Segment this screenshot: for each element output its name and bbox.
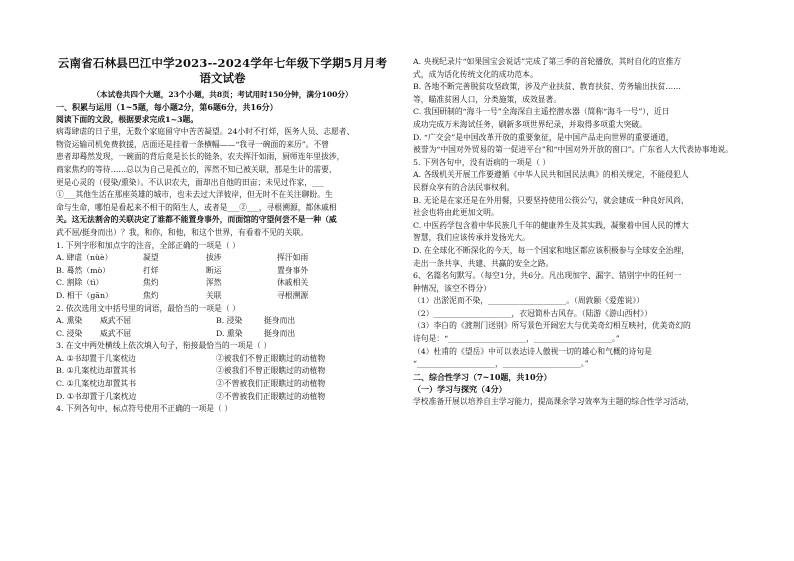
question-2: 2. 依次选用文中括号里的词语，最恰当的一项是（ ）	[56, 303, 240, 313]
option-cell: D. 相干（gān）	[56, 290, 113, 300]
right-line: D. 在全球化不断深化的今天，每一个国家和地区都应该积极参与全球安全治理，	[413, 245, 690, 255]
option-cell: B. ①几案枕边却置其书	[56, 366, 137, 376]
question-4: 4. 下列各句中，标点符号使用不正确的一项是（ ）	[56, 404, 233, 414]
right-line: （1）出淤泥而不染，____________________。（周敦颐《爱莲说》）	[413, 296, 645, 306]
right-column	[413, 56, 750, 409]
option-cell: A. 熏染	[56, 316, 83, 326]
right-line: C. 中医药学包含着中华民族几千年的健康养生及其实践，凝聚着中国人民的博大	[413, 220, 689, 230]
option-row	[56, 391, 389, 404]
section-1-heading: 一、积累与运用（1~5题，每小题2分，第6题6分，共16分）	[56, 102, 278, 112]
option-cell: 打烊	[143, 265, 159, 275]
right-line: 被誉为“中国对外贸易的第一促进平台”和“中国对外开放的窗口”。广东省人大代表协事地说。	[413, 145, 734, 155]
right-line: 诗句是：“____________________，____________________。”	[413, 334, 620, 344]
left-column	[56, 0, 389, 416]
option-cell: 挺身而出	[264, 328, 296, 338]
option-cell: B. 蓦然（mò）	[56, 265, 110, 275]
option-cell: A. ①书却置于几案枕边	[56, 353, 136, 363]
option-cell: D. ①书却置于几案枕边	[56, 391, 137, 401]
right-line: A. 央视纪录片“如果国宝会说话”完成了第三季的首轮播放，其时自化的宣推方	[413, 57, 682, 66]
right-line: A. 各级机关开展工作要遵循《中华人民共和国民法典》的相关规定，不能侵犯人	[413, 170, 689, 180]
option-cell: D. 熏染	[216, 328, 243, 338]
option-cell: 寻根溯源	[277, 290, 309, 300]
passage-line: 商家焦灼的等待……总以为自己是孤立的，浑然不知已被关联，那是生计的需要，	[56, 164, 337, 174]
exam-subtitle: 语文试卷	[199, 71, 246, 85]
option-row	[56, 265, 389, 278]
option-cell: 挺身而出	[264, 316, 296, 326]
passage-line: 命与生命，哪怕是看起来不相干的陌生人，或者是___②___，寻根溯源，都休戚相	[56, 202, 337, 212]
option-cell: 断运	[206, 265, 222, 275]
passage-line: 关。这无法割舍的关联决定了谁都不能置身事外，而面馆的守望何尝不是一种（威	[56, 215, 337, 225]
option-row	[56, 277, 389, 290]
option-cell: C. 浸染	[56, 328, 83, 338]
right-line: “____________________，____________________。”	[413, 359, 589, 369]
passage-line: 患者却蓦然发现，一碗面的背后竟是长长的链条，农夫挥汗如雨，厨师连年里拔涉，	[56, 152, 345, 162]
right-line: 种情况，该空不得分）	[413, 283, 491, 293]
option-cell: ②被我们不曾正眼瞧过的动植物	[216, 366, 326, 376]
right-line: 成功完成万米海试任务，刷新多项世界纪录，并取得多项重大突破。	[413, 119, 647, 129]
option-row	[56, 353, 389, 366]
option-row	[56, 290, 389, 303]
question-2-options	[56, 315, 389, 340]
right-line: 式，成为话化传统文化的成功范本。	[413, 69, 538, 79]
option-cell: 置身事外	[277, 265, 309, 275]
passage-line: 物资运输司机免费救援，店面还是挂着一条横幅——“我寻一碗面的来历”。不曾	[56, 139, 330, 149]
right-line: 民群众享有的合法民事权利。	[413, 182, 515, 192]
right-line: （2）____________________，衣冠简朴古风存。（陆游《游山西村》）	[413, 308, 652, 318]
question-1-options	[56, 252, 389, 302]
option-row	[56, 315, 389, 328]
right-line: D. “广交会”是中国改革开放的重要象征，是中国产品走向世界的重要通道，	[413, 132, 674, 142]
option-row	[56, 328, 389, 341]
right-line: （3）李白的《渡荆门送别》所写景色开阔宏大与优美奇幻相互映衬，优美奇幻的	[413, 321, 691, 331]
option-row	[56, 252, 389, 265]
option-cell: ②不曾被我们正眼瞧过的动植物	[216, 391, 326, 401]
exam-title: 云南省石林县巴江中学2023--2024学年七年级下学期5月月考	[57, 56, 388, 70]
option-cell: ②被我们不曾正眼瞧过的动植物	[216, 353, 326, 363]
question-3: 3. 在文中两处横线上依次填入句子，衔接最恰当的一项是（ ）	[56, 341, 272, 351]
option-cell: A. 肆虐（nüè）	[56, 253, 113, 263]
reading-passage	[56, 126, 389, 239]
option-cell: 关联	[206, 290, 222, 300]
option-cell: 挥汗如雨	[277, 253, 309, 263]
passage-line: ①___其他生活在那座英雄的城市，也未去过大洋彼岸，但无时不在关注聊盼。生	[56, 190, 333, 200]
right-line: B. 无论是在家还是在外用餐，只要坚持使用公筷公勺，就会建成一种良好风尚，	[413, 195, 689, 205]
right-line: 智慧，我们应该传承并发扬光大。	[413, 233, 530, 243]
right-line: B. 各地不断完善脱贫攻坚政策，涉及产业扶贫、教育扶贫、劳务输出扶贫……	[413, 82, 681, 92]
option-row	[56, 378, 389, 391]
right-line: 等，瞄准贫困人口，分类施策，成效显著。	[413, 94, 562, 104]
right-line: 学校准备开展以培养自主学习能力，提高课余学习效率为主题的综合性学习活动，	[413, 397, 694, 407]
option-cell: B. 浸染	[216, 316, 243, 326]
passage-line: 武不屈/挺身而出）？我，和你，和他，和这个世界，有看着不见的关联。	[56, 227, 309, 237]
question-1: 1. 下列字形和加点字的注音，全部正确的一项是（ ）	[56, 240, 240, 250]
option-cell: 浑然	[206, 278, 222, 288]
passage-line: 病毒肆虐的日子里，无数个家庭留守中苦苦凝望。24小时不打烊，医务人员、志愿者、	[56, 127, 355, 137]
exam-note: （本试卷共四个大题，23个小题，共8页；考试用时150分钟，满分100分）	[92, 90, 353, 99]
option-cell: 威武不屈	[100, 328, 132, 338]
right-line: （4）杜甫的《望岳》中可以表达诗人傲视一切的雄心和气概的诗句是	[413, 346, 652, 356]
option-row	[56, 365, 389, 378]
passage-line: 更是心灵的（侵染/熏染）。不认识农夫，面却出自他的田亩；未见过作家，___	[56, 177, 324, 187]
question-5: 5. 下列各句中，没有语病的一项是（ ）	[413, 157, 551, 167]
option-cell: C. 割除（tì）	[56, 278, 104, 288]
right-line: 社会也将由此更加文明。	[413, 208, 499, 218]
option-cell: C. ①几案枕边却置其书	[56, 379, 137, 389]
right-line: 走出一条共享、共建、共赢的安全之路。	[413, 258, 554, 268]
subsection-heading: （一）学习与探究（4分）	[413, 384, 507, 395]
option-cell: ②不曾被我们正眼瞧过的动植物	[216, 379, 326, 389]
question-6: 6、名篇名句默写。（每空1分，共6分。凡出现加字、漏字、错别字中的任何一	[413, 271, 682, 281]
option-cell: 焦灼	[143, 278, 159, 288]
option-cell: 拔涉	[206, 253, 222, 263]
right-line: C. 我国研制的“海斗一号”全海深自主遥控潜水器（简称“海斗一号”），近日	[413, 107, 670, 117]
reading-instruction: 阅读下面的文段，根据要求完成1~3题。	[56, 114, 199, 124]
option-cell: 休戚相关	[277, 278, 309, 288]
question-3-options	[56, 353, 389, 403]
option-cell: 威武不屈	[100, 316, 132, 326]
option-cell: 焦灼	[143, 290, 159, 300]
section-2-heading: 二、综合性学习（7~10题，共10分）	[413, 371, 552, 382]
option-cell: 凝望	[143, 253, 159, 263]
